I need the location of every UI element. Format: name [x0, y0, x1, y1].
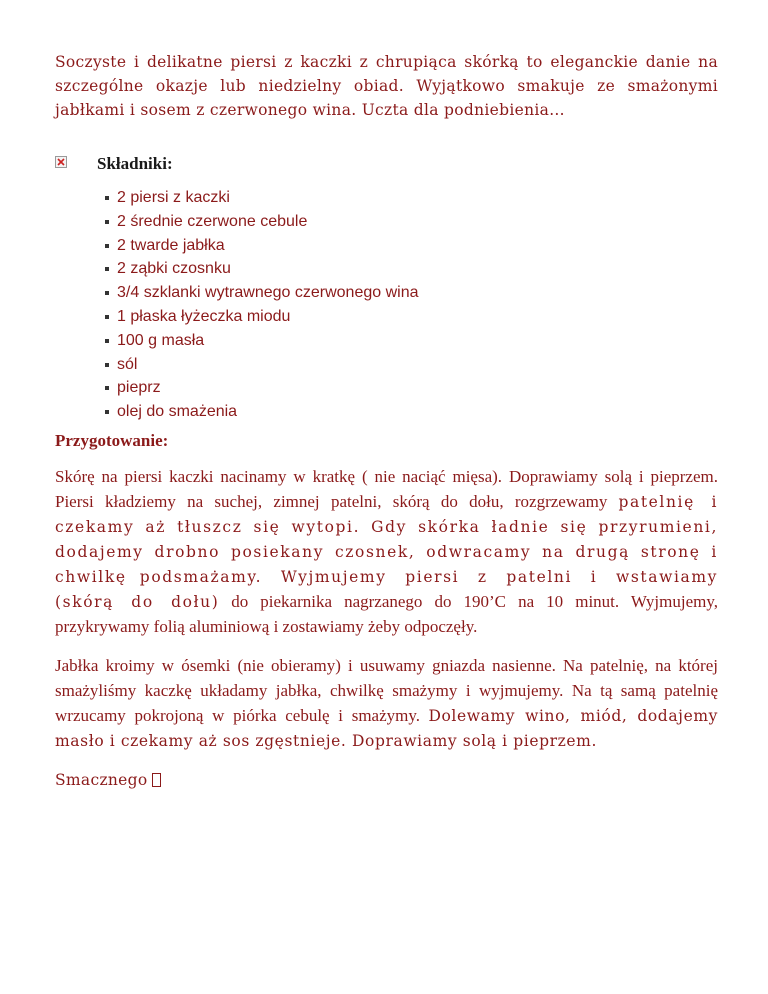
recipe-document: [55, 50, 718, 792]
ingredient-item: 2 średnie czerwone cebule: [105, 210, 718, 234]
ingredients-heading-row: [55, 154, 718, 184]
ingredient-item: 2 piersi z kaczki: [105, 186, 718, 210]
preparation-title: Przygotowanie:: [55, 430, 169, 450]
preparation-text: do piekarnika nagrzanego do 190’C na 10 minut. Wyjmujemy, przykrywamy folią aluminiową i zostawiamy żeby odpoczęły.: [55, 591, 719, 636]
preparation-text: patelnię i czekamy aż tłuszcz się wytopi. Gdy skórka ładnie się przyrumieni, dodajemy drobno posiekany czosnek, odwracamy na drugą stronę i chwilkę: [55, 492, 719, 586]
ingredient-item: 2 ząbki czosnku: [105, 257, 718, 281]
preparation-text: podsmażamy. Wyjmujemy piersi z patelni i wstawiamy (skórą do dołu): [55, 567, 718, 611]
ingredient-item: 100 g masła: [105, 329, 718, 353]
ingredient-item: sól: [105, 353, 718, 377]
ingredient-item: olej do smażenia: [105, 400, 718, 424]
closing-line: [55, 768, 718, 792]
ingredient-item: 1 płaska łyżeczka miodu: [105, 305, 718, 329]
ingredients-list: [55, 186, 718, 424]
preparation-paragraph-2: [55, 654, 718, 754]
missing-glyph-icon: [152, 773, 161, 787]
preparation-text: Dolewamy wino, miód, dodajemy masło i czekamy aż sos zgęstnieje. Doprawiamy solą i pieprzem.: [55, 706, 718, 750]
preparation-text: Jabłka kroimy w ósemki (nie obieramy) i usuwamy gniazda nasienne. Na patelnię, na której smażyliśmy kaczkę układamy jabłka, chwilkę smażymy i wyjmujemy. Na tą samą patelnię wrzucamy pokrojoną w piórka cebulę i smażymy.: [55, 655, 718, 725]
preparation-paragraph-1: [55, 465, 718, 640]
broken-image-icon: [55, 156, 67, 168]
intro-paragraph: Soczyste i delikatne piersi z kaczki z chrupiąca skórką to eleganckie danie na szczególne okazje lub niedzielny obiad. Wyjątkowo smakuje ze smażonymi jabłkami i sosem z czerwonego wina. Uczta dla podniebienia…: [55, 53, 718, 119]
ingredient-item: 2 twarde jabłka: [105, 234, 718, 258]
ingredients-title: Składniki:: [97, 154, 173, 173]
closing-text: Smacznego: [55, 770, 148, 789]
ingredient-item: pieprz: [105, 376, 718, 400]
preparation-text: Skórę na piersi kaczki nacinamy w kratkę ( nie naciąć mięsa). Doprawiamy solą i pieprzem. Piersi kładziemy na suchej, zimnej patelni, skórą do dołu, rozgrzewamy: [55, 466, 718, 511]
ingredient-item: 3/4 szklanki wytrawnego czerwonego wina: [105, 281, 718, 305]
